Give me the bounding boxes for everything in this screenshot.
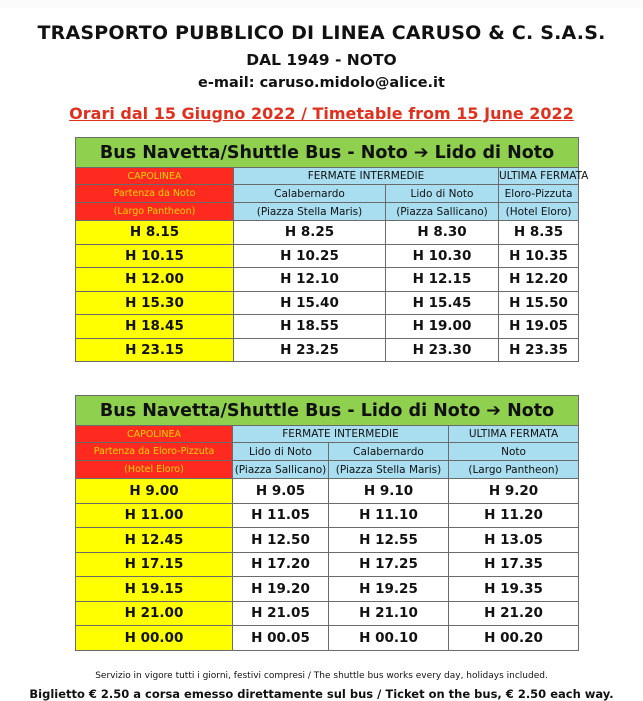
stop-name: Calabernardo (234, 185, 386, 203)
arrival-time: H 21.20 (449, 601, 579, 626)
table-row (76, 291, 579, 315)
departure-time: H 11.00 (76, 503, 233, 528)
stop-name: Partenza da Eloro-Pizzuta (76, 443, 233, 461)
capolinea-header: CAPOLINEA (76, 168, 234, 185)
timetable-lido-to-noto (75, 395, 579, 651)
table-row (76, 577, 579, 602)
table-row (76, 552, 579, 577)
arrival-time: H 13.05 (449, 528, 579, 553)
departure-time: H 18.45 (76, 315, 234, 339)
stop-location: (Piazza Stella Maris) (329, 461, 449, 479)
arrival-time: H 00.20 (449, 626, 579, 651)
stop-location: (Hotel Eloro) (499, 203, 579, 221)
departure-time: H 00.00 (76, 626, 233, 651)
table-row (76, 338, 579, 362)
departure-time: H 10.15 (76, 244, 234, 268)
stop-time: H 11.10 (329, 503, 449, 528)
table-row (76, 268, 579, 292)
arrival-time: H 17.35 (449, 552, 579, 577)
intermediate-stops-header: FERMATE INTERMEDIE (234, 168, 499, 185)
stop-location: (Piazza Stella Maris) (234, 203, 386, 221)
stop-time: H 8.25 (234, 221, 386, 245)
stop-time: H 12.50 (233, 528, 329, 553)
route-title: Bus Navetta/Shuttle Bus - Lido di Noto ➔ Noto (76, 396, 579, 426)
stop-time: H 23.30 (386, 338, 499, 362)
stop-location: (Largo Pantheon) (449, 461, 579, 479)
departure-time: H 15.30 (76, 291, 234, 315)
departure-time: H 17.15 (76, 552, 233, 577)
stop-time: H 12.55 (329, 528, 449, 553)
last-stop-header: ULTIMA FERMATA (499, 168, 579, 185)
stop-time: H 17.20 (233, 552, 329, 577)
departure-time: H 19.15 (76, 577, 233, 602)
stop-location: (Piazza Sallicano) (233, 461, 329, 479)
stop-time: H 00.05 (233, 626, 329, 651)
stop-time: H 00.10 (329, 626, 449, 651)
arrival-time: H 19.05 (499, 315, 579, 339)
stop-name: Partenza da Noto (76, 185, 234, 203)
service-note: Servizio in vigore tutti i giorni, festivi compresi / The shuttle bus works every day, holidays included. (95, 671, 548, 681)
stop-time: H 8.30 (386, 221, 499, 245)
founded-line: DAL 1949 - NOTO (246, 51, 397, 69)
company-name: TRASPORTO PUBBLICO DI LINEA CARUSO & C. S.A.S. (37, 22, 606, 44)
stop-time: H 15.45 (386, 291, 499, 315)
stop-name: Lido di Noto (233, 443, 329, 461)
table-row (76, 503, 579, 528)
stop-time: H 19.25 (329, 577, 449, 602)
stop-time: H 21.10 (329, 601, 449, 626)
timetable-date: Orari dal 15 Giugno 2022 / Timetable from 15 June 2022 (69, 104, 574, 123)
departure-time: H 8.15 (76, 221, 234, 245)
table-row (76, 601, 579, 626)
departure-time: H 23.15 (76, 338, 234, 362)
arrival-time: H 9.20 (449, 479, 579, 504)
timetable-noto-to-lido (75, 137, 589, 362)
arrival-time: H 10.35 (499, 244, 579, 268)
intermediate-stops-header: FERMATE INTERMEDIE (233, 426, 449, 443)
top-strip (0, 0, 643, 8)
stop-time: H 10.30 (386, 244, 499, 268)
table-row (76, 221, 579, 245)
table-row (76, 626, 579, 651)
departure-time: H 12.45 (76, 528, 233, 553)
stop-time: H 17.25 (329, 552, 449, 577)
stop-location: (Largo Pantheon) (76, 203, 234, 221)
stop-time: H 18.55 (234, 315, 386, 339)
arrival-time: H 19.35 (449, 577, 579, 602)
stop-time: H 11.05 (233, 503, 329, 528)
stop-time: H 10.25 (234, 244, 386, 268)
stop-name: Eloro-Pizzuta (499, 185, 579, 203)
email-line: e-mail: caruso.midolo@alice.it (198, 75, 445, 91)
departure-time: H 9.00 (76, 479, 233, 504)
departure-time: H 12.00 (76, 268, 234, 292)
stop-name: Calabernardo (329, 443, 449, 461)
arrival-time: H 15.50 (499, 291, 579, 315)
stop-time: H 23.25 (234, 338, 386, 362)
table-row (76, 244, 579, 268)
arrival-time: H 8.35 (499, 221, 579, 245)
stop-location: (Piazza Sallicano) (386, 203, 499, 221)
arrival-time: H 11.20 (449, 503, 579, 528)
arrival-time: H 23.35 (499, 338, 579, 362)
stop-name: Lido di Noto (386, 185, 499, 203)
route-title: Bus Navetta/Shuttle Bus - Noto ➔ Lido di Noto (76, 138, 579, 168)
stop-name: Noto (449, 443, 579, 461)
stop-time: H 9.10 (329, 479, 449, 504)
arrival-time: H 12.20 (499, 268, 579, 292)
table-row (76, 315, 579, 339)
stop-time: H 12.15 (386, 268, 499, 292)
ticket-note: Biglietto € 2.50 a corsa emesso direttamente sul bus / Ticket on the bus, € 2.50 each way. (29, 687, 614, 701)
stop-time: H 9.05 (233, 479, 329, 504)
stop-time: H 19.20 (233, 577, 329, 602)
table-row (76, 528, 579, 553)
table-row (76, 479, 579, 504)
departure-time: H 21.00 (76, 601, 233, 626)
stop-time: H 19.00 (386, 315, 499, 339)
stop-time: H 21.05 (233, 601, 329, 626)
stop-time: H 12.10 (234, 268, 386, 292)
last-stop-header: ULTIMA FERMATA (449, 426, 579, 443)
stop-time: H 15.40 (234, 291, 386, 315)
stop-location: (Hotel Eloro) (76, 461, 233, 479)
capolinea-header: CAPOLINEA (76, 426, 233, 443)
